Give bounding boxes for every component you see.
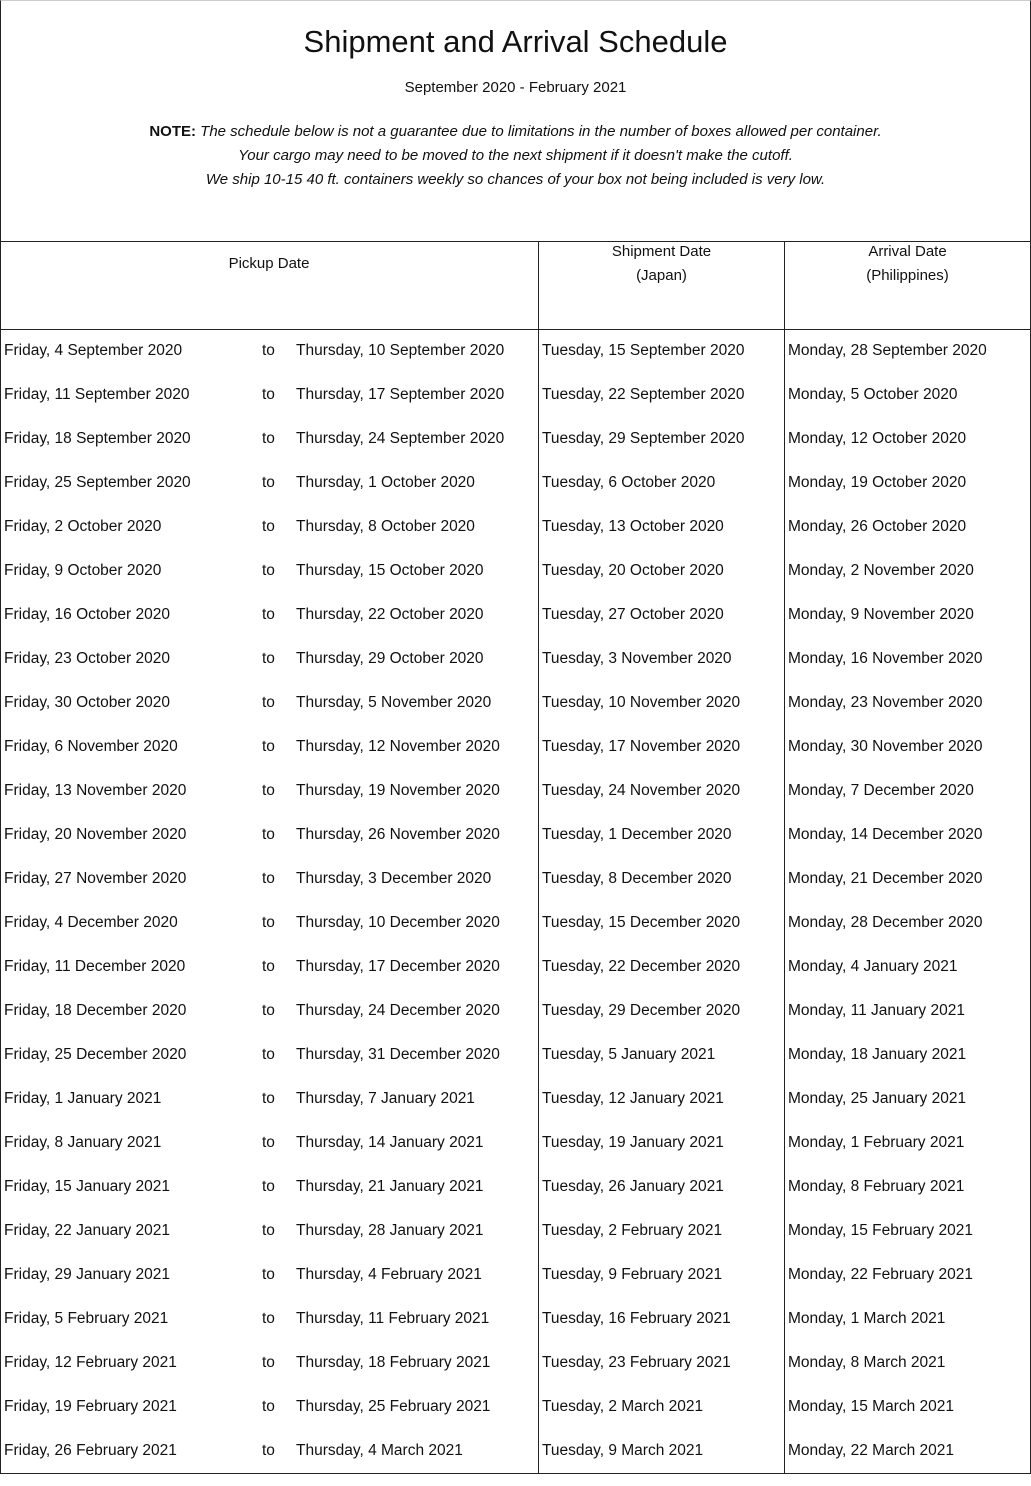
note-line-1: The schedule below is not a guarantee due to limitations in the number of boxes allowed per container. — [195, 123, 882, 140]
to-label-cell: to — [262, 1222, 275, 1239]
table-row — [0, 782, 1031, 826]
table-row — [0, 518, 1031, 562]
to-label-cell: to — [262, 430, 275, 447]
shipment-date-cell: Tuesday, 26 January 2021 — [542, 1178, 724, 1195]
pickup-start-cell: Friday, 16 October 2020 — [4, 606, 170, 623]
shipment-date-cell: Tuesday, 9 February 2021 — [542, 1266, 723, 1283]
table-row — [0, 1310, 1031, 1354]
to-label-cell: to — [262, 782, 275, 799]
pickup-start-cell: Friday, 25 September 2020 — [4, 474, 191, 491]
table-row — [0, 474, 1031, 518]
to-label-cell: to — [262, 958, 275, 975]
shipment-date-cell: Tuesday, 17 November 2020 — [542, 738, 741, 755]
shipment-date-cell: Tuesday, 8 December 2020 — [542, 870, 732, 887]
pickup-end-cell: Thursday, 24 December 2020 — [296, 1002, 500, 1019]
pickup-end-cell: Thursday, 26 November 2020 — [296, 826, 500, 843]
to-label-cell: to — [262, 1046, 275, 1063]
to-label-cell: to — [262, 738, 275, 755]
pickup-end-cell: Thursday, 14 January 2021 — [296, 1134, 484, 1151]
shipment-date-cell: Tuesday, 27 October 2020 — [542, 606, 724, 623]
table-row — [0, 342, 1031, 386]
to-label-cell: to — [262, 1398, 275, 1415]
pickup-end-cell: Thursday, 10 December 2020 — [296, 914, 500, 931]
header-arrival-date — [785, 240, 1030, 288]
pickup-start-cell: Friday, 30 October 2020 — [4, 694, 170, 711]
table-row — [0, 1134, 1031, 1178]
arrival-date-cell: Monday, 7 December 2020 — [788, 782, 974, 799]
pickup-end-cell: Thursday, 8 October 2020 — [296, 518, 475, 535]
pickup-end-cell: Thursday, 25 February 2021 — [296, 1398, 491, 1415]
pickup-end-cell: Thursday, 12 November 2020 — [296, 738, 500, 755]
pickup-start-cell: Friday, 22 January 2021 — [4, 1222, 171, 1239]
shipment-date-cell: Tuesday, 2 March 2021 — [542, 1398, 704, 1415]
shipment-date-cell: Tuesday, 23 February 2021 — [542, 1354, 731, 1371]
to-label-cell: to — [262, 914, 275, 931]
pickup-start-cell: Friday, 19 February 2021 — [4, 1398, 177, 1415]
pickup-start-cell: Friday, 9 October 2020 — [4, 562, 162, 579]
arrival-date-cell: Monday, 25 January 2021 — [788, 1090, 967, 1107]
pickup-start-cell: Friday, 29 January 2021 — [4, 1266, 171, 1283]
arrival-date-cell: Monday, 21 December 2020 — [788, 870, 983, 887]
arrival-date-cell: Monday, 9 November 2020 — [788, 606, 974, 623]
pickup-start-cell: Friday, 4 September 2020 — [4, 342, 183, 359]
table-row — [0, 738, 1031, 782]
pickup-start-cell: Friday, 5 February 2021 — [4, 1310, 169, 1327]
pickup-end-cell: Thursday, 1 October 2020 — [296, 474, 475, 491]
pickup-end-cell: Thursday, 4 February 2021 — [296, 1266, 482, 1283]
pickup-start-cell: Friday, 25 December 2020 — [4, 1046, 187, 1063]
arrival-date-cell: Monday, 23 November 2020 — [788, 694, 983, 711]
table-row — [0, 386, 1031, 430]
table-row — [0, 870, 1031, 914]
to-label-cell: to — [262, 1178, 275, 1195]
shipment-date-cell: Tuesday, 16 February 2021 — [542, 1310, 731, 1327]
arrival-date-cell: Monday, 22 March 2021 — [788, 1442, 955, 1459]
table-row — [0, 1354, 1031, 1398]
pickup-start-cell: Friday, 18 December 2020 — [4, 1002, 187, 1019]
table-row — [0, 606, 1031, 650]
pickup-start-cell: Friday, 2 October 2020 — [4, 518, 162, 535]
table-row — [0, 1090, 1031, 1134]
pickup-start-cell: Friday, 11 December 2020 — [4, 958, 186, 975]
to-label-cell: to — [262, 1310, 275, 1327]
shipment-date-cell: Tuesday, 13 October 2020 — [542, 518, 724, 535]
to-label-cell: to — [262, 606, 275, 623]
shipment-date-cell: Tuesday, 15 September 2020 — [542, 342, 745, 359]
shipment-date-cell: Tuesday, 6 October 2020 — [542, 474, 716, 491]
pickup-start-cell: Friday, 1 January 2021 — [4, 1090, 162, 1107]
pickup-start-cell: Friday, 6 November 2020 — [4, 738, 178, 755]
arrival-date-cell: Monday, 1 March 2021 — [788, 1310, 946, 1327]
arrival-date-cell: Monday, 12 October 2020 — [788, 430, 967, 447]
table-row — [0, 1002, 1031, 1046]
table-row — [0, 958, 1031, 1002]
shipment-date-cell: Tuesday, 24 November 2020 — [542, 782, 741, 799]
header-shipment-date — [539, 240, 784, 288]
arrival-date-cell: Monday, 22 February 2021 — [788, 1266, 973, 1283]
to-label-cell: to — [262, 694, 275, 711]
to-label-cell: to — [262, 474, 275, 491]
pickup-end-cell: Thursday, 18 February 2021 — [296, 1354, 491, 1371]
table-row — [0, 1178, 1031, 1222]
note-line-2: Your cargo may need to be moved to the next shipment if it doesn't make the cutoff. — [238, 147, 793, 164]
pickup-end-cell: Thursday, 5 November 2020 — [296, 694, 492, 711]
shipment-date-cell: Tuesday, 19 January 2021 — [542, 1134, 724, 1151]
pickup-start-cell: Friday, 11 September 2020 — [4, 386, 190, 403]
to-label-cell: to — [262, 870, 275, 887]
pickup-end-cell: Thursday, 7 January 2021 — [296, 1090, 475, 1107]
header-shipment-sub: (Japan) — [636, 267, 687, 284]
schedule-note — [0, 120, 1031, 192]
table-row — [0, 914, 1031, 958]
pickup-end-cell: Thursday, 4 March 2021 — [296, 1442, 463, 1459]
header-shipment-label: Shipment Date — [611, 243, 712, 260]
arrival-date-cell: Monday, 15 March 2021 — [788, 1398, 955, 1415]
arrival-date-cell: Monday, 15 February 2021 — [788, 1222, 973, 1239]
table-row — [0, 1442, 1031, 1486]
table-row — [0, 1046, 1031, 1090]
arrival-date-cell: Monday, 1 February 2021 — [788, 1134, 965, 1151]
pickup-end-cell: Thursday, 21 January 2021 — [296, 1178, 484, 1195]
shipment-date-cell: Tuesday, 29 December 2020 — [542, 1002, 741, 1019]
arrival-date-cell: Monday, 28 December 2020 — [788, 914, 983, 931]
to-label-cell: to — [262, 386, 275, 403]
to-label-cell: to — [262, 1442, 275, 1459]
to-label-cell: to — [262, 1354, 275, 1371]
arrival-date-cell: Monday, 8 March 2021 — [788, 1354, 946, 1371]
header-arrival-label: Arrival Date — [868, 243, 947, 260]
table-row — [0, 694, 1031, 738]
shipment-date-cell: Tuesday, 29 September 2020 — [542, 430, 745, 447]
page-title: Shipment and Arrival Schedule — [303, 24, 728, 59]
shipment-date-cell: Tuesday, 20 October 2020 — [542, 562, 724, 579]
arrival-date-cell: Monday, 11 January 2021 — [788, 1002, 965, 1019]
to-label-cell: to — [262, 1002, 275, 1019]
pickup-end-cell: Thursday, 17 December 2020 — [296, 958, 500, 975]
arrival-date-cell: Monday, 28 September 2020 — [788, 342, 987, 359]
to-label-cell: to — [262, 562, 275, 579]
to-label-cell: to — [262, 826, 275, 843]
header-pickup-date: Pickup Date — [228, 255, 310, 272]
pickup-start-cell: Friday, 18 September 2020 — [4, 430, 191, 447]
header-bottom-border — [0, 329, 1031, 330]
note-line-3: We ship 10-15 40 ft. containers weekly so chances of your box not being included is very low. — [205, 171, 826, 188]
table-row — [0, 1222, 1031, 1266]
pickup-start-cell: Friday, 27 November 2020 — [4, 870, 187, 887]
arrival-date-cell: Monday, 19 October 2020 — [788, 474, 967, 491]
shipment-date-cell: Tuesday, 12 January 2021 — [542, 1090, 724, 1107]
shipment-date-cell: Tuesday, 5 January 2021 — [542, 1046, 716, 1063]
to-label-cell: to — [262, 1090, 275, 1107]
pickup-end-cell: Thursday, 3 December 2020 — [296, 870, 492, 887]
table-row — [0, 430, 1031, 474]
pickup-start-cell: Friday, 20 November 2020 — [4, 826, 187, 843]
table-row — [0, 562, 1031, 606]
to-label-cell: to — [262, 1266, 275, 1283]
arrival-date-cell: Monday, 4 January 2021 — [788, 958, 958, 975]
arrival-date-cell: Monday, 26 October 2020 — [788, 518, 967, 535]
note-label: NOTE: — [149, 123, 196, 140]
pickup-start-cell: Friday, 12 February 2021 — [4, 1354, 177, 1371]
arrival-date-cell: Monday, 30 November 2020 — [788, 738, 983, 755]
arrival-date-cell: Monday, 2 November 2020 — [788, 562, 974, 579]
date-range-subtitle: September 2020 - February 2021 — [404, 79, 627, 96]
pickup-end-cell: Thursday, 19 November 2020 — [296, 782, 500, 799]
pickup-start-cell: Friday, 23 October 2020 — [4, 650, 170, 667]
table-row — [0, 1266, 1031, 1310]
pickup-end-cell: Thursday, 29 October 2020 — [296, 650, 484, 667]
pickup-end-cell: Thursday, 11 February 2021 — [296, 1310, 490, 1327]
pickup-end-cell: Thursday, 22 October 2020 — [296, 606, 484, 623]
pickup-start-cell: Friday, 8 January 2021 — [4, 1134, 162, 1151]
shipment-date-cell: Tuesday, 10 November 2020 — [542, 694, 741, 711]
shipment-date-cell: Tuesday, 22 December 2020 — [542, 958, 741, 975]
pickup-start-cell: Friday, 13 November 2020 — [4, 782, 187, 799]
pickup-end-cell: Thursday, 15 October 2020 — [296, 562, 484, 579]
pickup-end-cell: Thursday, 10 September 2020 — [296, 342, 505, 359]
arrival-date-cell: Monday, 5 October 2020 — [788, 386, 958, 403]
pickup-end-cell: Thursday, 17 September 2020 — [296, 386, 505, 403]
shipment-date-cell: Tuesday, 1 December 2020 — [542, 826, 732, 843]
pickup-start-cell: Friday, 15 January 2021 — [4, 1178, 171, 1195]
pickup-end-cell: Thursday, 24 September 2020 — [296, 430, 505, 447]
arrival-date-cell: Monday, 16 November 2020 — [788, 650, 983, 667]
shipment-date-cell: Tuesday, 9 March 2021 — [542, 1442, 704, 1459]
shipment-date-cell: Tuesday, 22 September 2020 — [542, 386, 745, 403]
to-label-cell: to — [262, 342, 275, 359]
pickup-start-cell: Friday, 4 December 2020 — [4, 914, 178, 931]
pickup-end-cell: Thursday, 31 December 2020 — [296, 1046, 500, 1063]
arrival-date-cell: Monday, 14 December 2020 — [788, 826, 983, 843]
to-label-cell: to — [262, 650, 275, 667]
table-row — [0, 826, 1031, 870]
header-arrival-sub: (Philippines) — [866, 267, 949, 284]
to-label-cell: to — [262, 518, 275, 535]
table-row — [0, 650, 1031, 694]
shipment-date-cell: Tuesday, 15 December 2020 — [542, 914, 741, 931]
shipment-date-cell: Tuesday, 3 November 2020 — [542, 650, 732, 667]
shipment-date-cell: Tuesday, 2 February 2021 — [542, 1222, 723, 1239]
pickup-end-cell: Thursday, 28 January 2021 — [296, 1222, 484, 1239]
arrival-date-cell: Monday, 18 January 2021 — [788, 1046, 967, 1063]
to-label-cell: to — [262, 1134, 275, 1151]
table-row — [0, 1398, 1031, 1442]
pickup-start-cell: Friday, 26 February 2021 — [4, 1442, 177, 1459]
arrival-date-cell: Monday, 8 February 2021 — [788, 1178, 965, 1195]
